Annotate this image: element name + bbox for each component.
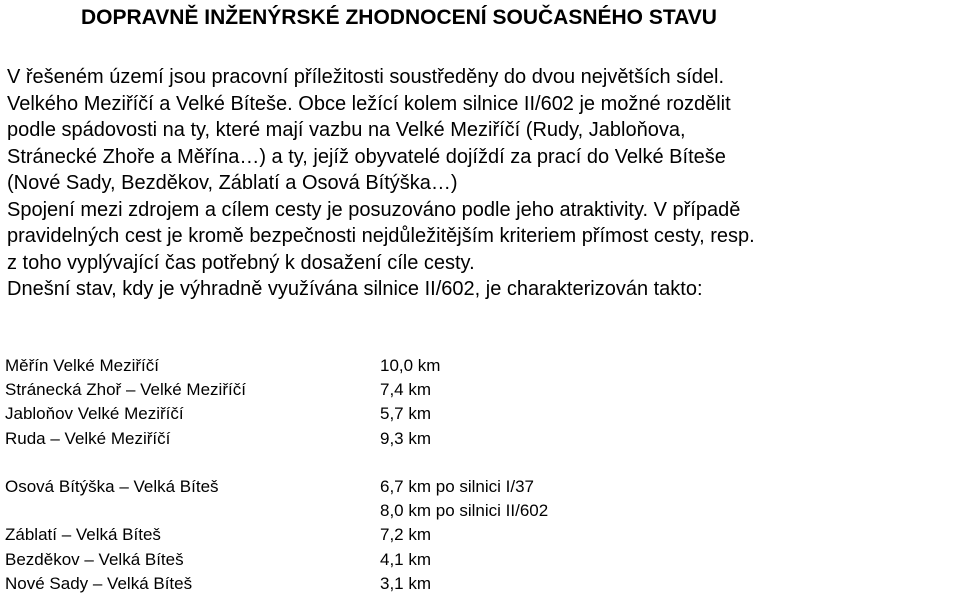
route-name: Měřín Velké Meziříčí — [5, 356, 159, 375]
route-distance: 4,1 km — [380, 549, 432, 569]
route-distance: 5,7 km — [380, 404, 432, 424]
route-name: Bezděkov – Velká Bíteš — [5, 549, 184, 569]
paragraph-line: z toho vyplývající čas potřebný k dosažení cíle cesty. — [7, 251, 475, 274]
paragraph-line: Dnešní stav, kdy je výhradně využívána silnice II/602, je charakterizován takto: — [7, 278, 703, 300]
paragraph-line: (Nové Sady, Bezděkov, Záblatí a Osová Bítýška…) — [7, 172, 458, 194]
route-name: Stránecká Zhoř – Velké Meziříčí — [5, 380, 246, 400]
paragraph-line: Spojení mezi zdrojem a cílem cesty je posuzováno podle jeho atraktivity. V případě — [7, 198, 741, 221]
route-name: Záblatí – Velká Bíteš — [5, 525, 161, 545]
route-distance: 3,1 km — [380, 573, 432, 593]
paragraph-line: podle spádovosti na ty, které mají vazbu na Velké Meziříčí (Rudy, Jabloňova, — [7, 119, 686, 141]
intro-paragraph — [7, 64, 957, 303]
paragraph-line: Velkého Meziříčí a Velké Bíteše. Obce ležící kolem silnice II/602 je možné rozdělit — [7, 92, 731, 115]
route-name: Ruda – Velké Meziříčí — [5, 428, 171, 448]
route-name: Osová Bítýška – Velká Bíteš — [5, 476, 219, 496]
route-distance: 6,7 km po silnici I/37 — [380, 476, 535, 496]
route-distance: 7,2 km — [380, 525, 432, 545]
paragraph-line: V řešeném území jsou pracovní příležitosti soustředěny do dvou největších sídel. — [7, 66, 725, 88]
document-title: DOPRAVNĚ INŽENÝRSKÉ ZHODNOCENÍ SOUČASNÉHO STAVU — [81, 6, 717, 29]
route-name: Nové Sady – Velká Bíteš — [5, 573, 193, 593]
route-name: Jabloňov Velké Meziříčí — [5, 404, 184, 424]
route-distance: 7,4 km — [380, 380, 432, 400]
paragraph-line: pravidelných cest je kromě bezpečnosti nejdůležitějším kriteriem přímost cesty, resp. — [7, 225, 755, 247]
route-distance: 10,0 km — [380, 356, 441, 375]
route-distance: 9,3 km — [380, 428, 432, 448]
route-distance: 8,0 km po silnici II/602 — [380, 501, 549, 521]
paragraph-line: Stránecké Zhoře a Měřína…) a ty, jejíž obyvatelé dojíždí za prací do Velké Bíteše — [7, 145, 726, 168]
